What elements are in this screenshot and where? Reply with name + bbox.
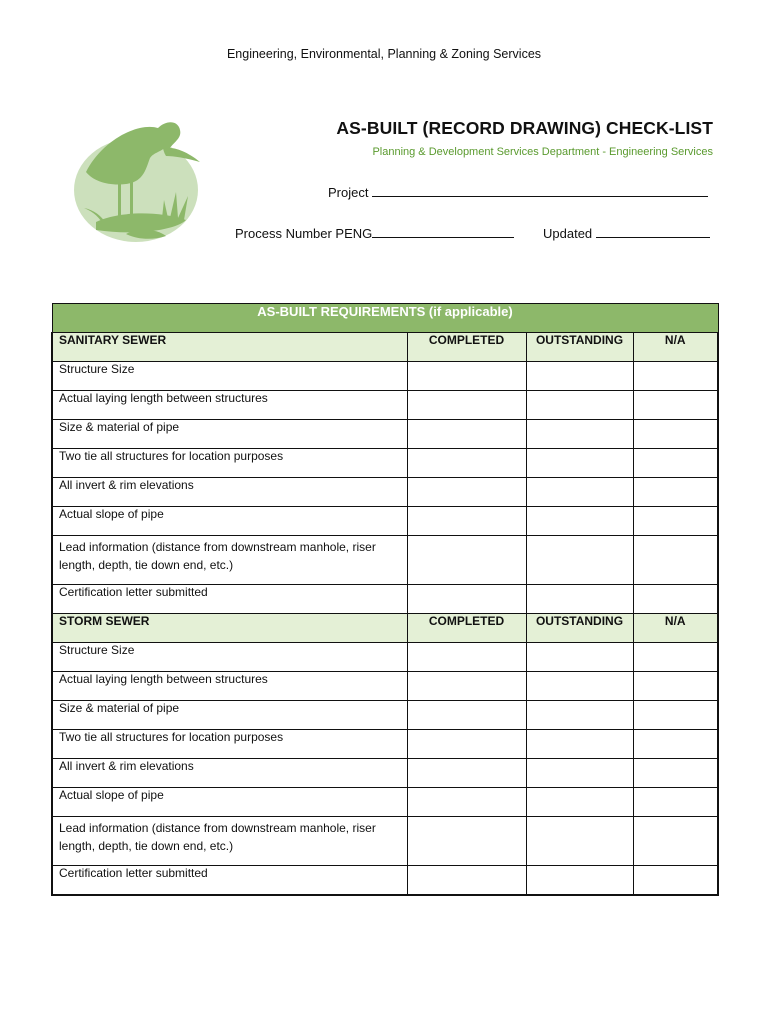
table-row xyxy=(52,788,718,817)
column-na: N/A xyxy=(633,333,718,362)
outstanding-cell[interactable] xyxy=(526,672,633,701)
completed-cell[interactable] xyxy=(407,478,526,507)
table-row xyxy=(52,730,718,759)
na-cell[interactable] xyxy=(633,788,718,817)
project-label: Project xyxy=(328,185,369,200)
completed-cell[interactable] xyxy=(407,585,526,614)
outstanding-cell[interactable] xyxy=(526,420,633,449)
process-number-label: Process Number PENG xyxy=(235,226,373,241)
completed-cell[interactable] xyxy=(407,759,526,788)
requirement-label: Two tie all structures for location purposes xyxy=(52,730,407,759)
updated-field-row xyxy=(543,224,710,241)
table-row xyxy=(52,507,718,536)
completed-cell[interactable] xyxy=(407,420,526,449)
outstanding-cell[interactable] xyxy=(526,643,633,672)
na-cell[interactable] xyxy=(633,730,718,759)
outstanding-cell[interactable] xyxy=(526,536,633,585)
section-header-row xyxy=(52,614,718,643)
completed-cell[interactable] xyxy=(407,866,526,896)
na-cell[interactable] xyxy=(633,362,718,391)
column-completed: COMPLETED xyxy=(407,333,526,362)
table-row xyxy=(52,362,718,391)
requirements-header-row xyxy=(52,304,718,333)
requirement-label: Structure Size xyxy=(52,643,407,672)
table-row xyxy=(52,536,718,585)
completed-cell[interactable] xyxy=(407,536,526,585)
document-subtitle: Planning & Development Services Department - Engineering Services xyxy=(372,146,713,158)
requirement-label: Two tie all structures for location purposes xyxy=(52,449,407,478)
outstanding-cell[interactable] xyxy=(526,362,633,391)
requirement-label: Actual slope of pipe xyxy=(52,507,407,536)
project-input-line[interactable] xyxy=(372,183,708,197)
outstanding-cell[interactable] xyxy=(526,585,633,614)
services-header: Engineering, Environmental, Planning & Zoning Services xyxy=(226,47,542,61)
outstanding-cell[interactable] xyxy=(526,391,633,420)
outstanding-cell[interactable] xyxy=(526,478,633,507)
completed-cell[interactable] xyxy=(407,391,526,420)
process-field-row xyxy=(235,224,514,241)
na-cell[interactable] xyxy=(633,701,718,730)
na-cell[interactable] xyxy=(633,536,718,585)
requirement-label: All invert & rim elevations xyxy=(52,759,407,788)
outstanding-cell[interactable] xyxy=(526,788,633,817)
document-title: AS-BUILT (RECORD DRAWING) CHECK-LIST xyxy=(336,118,713,138)
na-cell[interactable] xyxy=(633,759,718,788)
na-cell[interactable] xyxy=(633,817,718,866)
requirement-label: Actual laying length between structures xyxy=(52,391,407,420)
completed-cell[interactable] xyxy=(407,362,526,391)
completed-cell[interactable] xyxy=(407,449,526,478)
project-field-row xyxy=(328,183,708,200)
section-title: SANITARY SEWER xyxy=(52,333,407,362)
na-cell[interactable] xyxy=(633,585,718,614)
table-row xyxy=(52,449,718,478)
completed-cell[interactable] xyxy=(407,507,526,536)
na-cell[interactable] xyxy=(633,672,718,701)
table-row xyxy=(52,866,718,896)
completed-cell[interactable] xyxy=(407,701,526,730)
outstanding-cell[interactable] xyxy=(526,701,633,730)
requirements-table xyxy=(51,303,719,896)
table-row xyxy=(52,701,718,730)
requirement-label: Lead information (distance from downstream manhole, riser length, depth, tie down end, etc.) xyxy=(52,536,407,585)
requirement-label: Structure Size xyxy=(52,362,407,391)
requirements-title: AS-BUILT REQUIREMENTS (if applicable) xyxy=(52,304,718,333)
outstanding-cell[interactable] xyxy=(526,817,633,866)
table-row xyxy=(52,643,718,672)
requirement-label: Actual slope of pipe xyxy=(52,788,407,817)
completed-cell[interactable] xyxy=(407,672,526,701)
outstanding-cell[interactable] xyxy=(526,730,633,759)
outstanding-cell[interactable] xyxy=(526,449,633,478)
updated-input-line[interactable] xyxy=(596,224,710,238)
outstanding-cell[interactable] xyxy=(526,507,633,536)
column-outstanding: OUTSTANDING xyxy=(526,333,633,362)
na-cell[interactable] xyxy=(633,449,718,478)
table-row xyxy=(52,478,718,507)
requirement-label: Actual laying length between structures xyxy=(52,672,407,701)
requirement-label: Certification letter submitted xyxy=(52,866,407,896)
requirement-label: All invert & rim elevations xyxy=(52,478,407,507)
table-row xyxy=(52,672,718,701)
outstanding-cell[interactable] xyxy=(526,866,633,896)
process-number-input-line[interactable] xyxy=(372,224,514,238)
updated-label: Updated xyxy=(543,226,593,241)
column-na: N/A xyxy=(633,614,718,643)
heron-logo-icon xyxy=(66,112,206,246)
requirement-label: Certification letter submitted xyxy=(52,585,407,614)
completed-cell[interactable] xyxy=(407,817,526,866)
completed-cell[interactable] xyxy=(407,730,526,759)
completed-cell[interactable] xyxy=(407,788,526,817)
na-cell[interactable] xyxy=(633,478,718,507)
outstanding-cell[interactable] xyxy=(526,759,633,788)
completed-cell[interactable] xyxy=(407,643,526,672)
table-row xyxy=(52,585,718,614)
requirement-label: Lead information (distance from downstream manhole, riser length, depth, tie down end, etc.) xyxy=(52,817,407,866)
table-row xyxy=(52,759,718,788)
na-cell[interactable] xyxy=(633,866,718,896)
table-row xyxy=(52,817,718,866)
na-cell[interactable] xyxy=(633,643,718,672)
column-completed: COMPLETED xyxy=(407,614,526,643)
requirement-label: Size & material of pipe xyxy=(52,420,407,449)
na-cell[interactable] xyxy=(633,420,718,449)
na-cell[interactable] xyxy=(633,391,718,420)
table-row xyxy=(52,391,718,420)
column-outstanding: OUTSTANDING xyxy=(526,614,633,643)
table-row xyxy=(52,420,718,449)
section-title: STORM SEWER xyxy=(52,614,407,643)
na-cell[interactable] xyxy=(633,507,718,536)
requirement-label: Size & material of pipe xyxy=(52,701,407,730)
section-header-row xyxy=(52,333,718,362)
